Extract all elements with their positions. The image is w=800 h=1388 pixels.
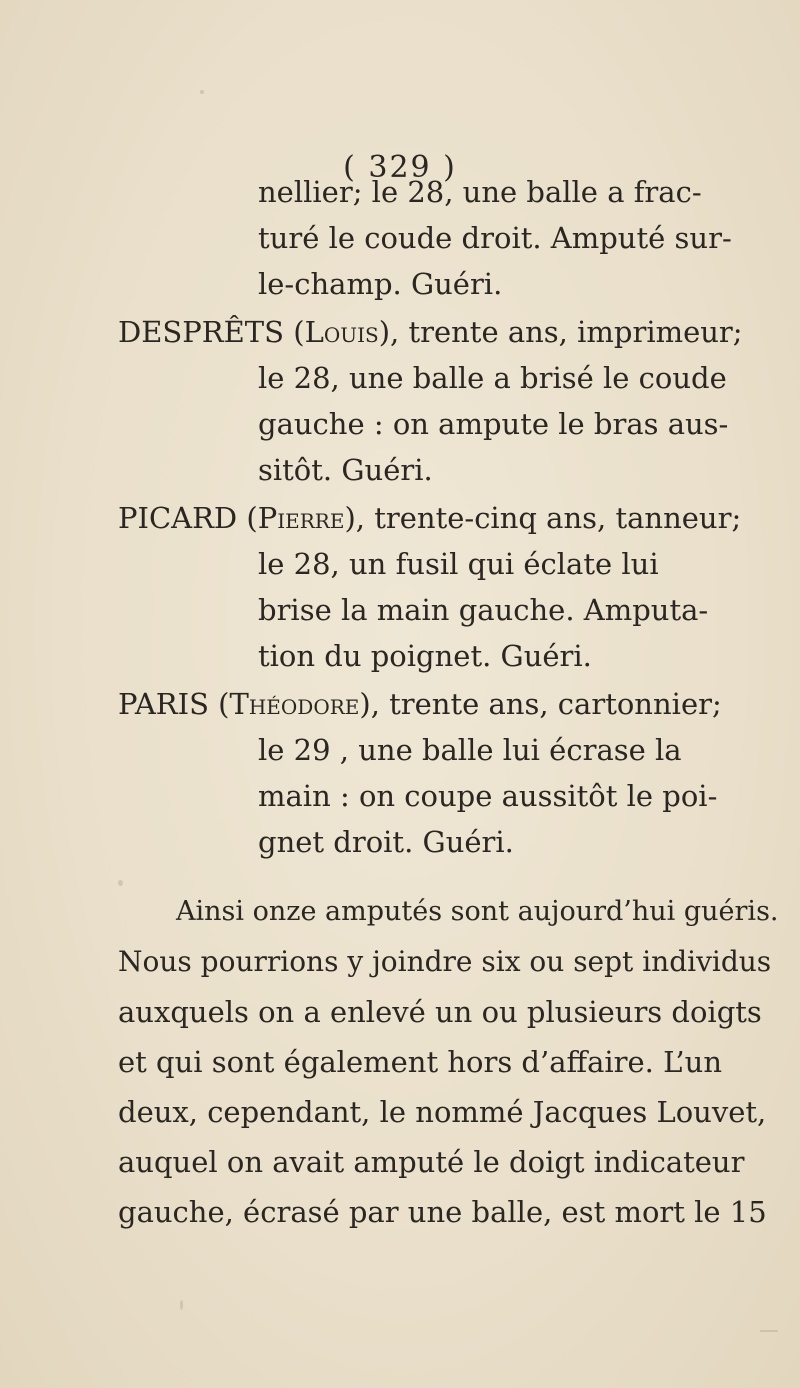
text-line: main : on coupe aussitôt le poi- [258,779,718,813]
paragraph-line: Nous pourrions y joindre six ou sept individus [118,945,772,978]
text-line: le 28, un fusil qui éclate lui [258,547,659,581]
paper-speck [118,880,123,886]
entry-given-name: Louis [304,315,379,349]
entry-heading-line: PICARD (Pierre), trente-cinq ans, tanneur; [118,501,742,535]
entry-heading-line: PARIS (Théodore), trente ans, cartonnier; [118,687,722,721]
paragraph-line: gauche, écrasé par une balle, est mort le 15 [118,1195,767,1229]
text-line: nellier; le 28, une balle a frac- [258,175,702,209]
entry-surname: PICARD [118,501,238,535]
paragraph-line: Ainsi onze amputés sont aujourd’hui guéris. [176,896,779,927]
text-line: turé le coude droit. Amputé sur- [258,221,732,255]
paper-speck [180,1300,183,1310]
paper-speck [200,90,204,94]
text-line: gauche : on ampute le bras aus- [258,407,729,441]
entry-given-name: Théodore [229,687,360,721]
text-line: brise la main gauche. Amputa- [258,593,709,627]
entry-heading-line: DESPRÊTS (Louis), trente ans, imprimeur; [118,315,743,349]
text-line: le-champ. Guéri. [258,267,503,301]
page-number: ( 329 ) [343,150,457,185]
paragraph-line: auquel on avait amputé le doigt indicateur [118,1145,745,1179]
entry-heading-rest: ), trente ans, imprimeur; [378,315,743,349]
text-line: tion du poignet. Guéri. [258,639,592,673]
paragraph-line: auxquels on a enlevé un ou plusieurs doigts [118,995,762,1029]
entry-heading-rest: ), trente-cinq ans, tanneur; [344,501,742,535]
paper-speck [760,1330,778,1332]
paragraph-line: deux, cependant, le nommé Jacques Louvet, [118,1095,767,1129]
entry-surname: PARIS [118,687,209,721]
paragraph-line: et qui sont également hors d’affaire. L’un [118,1045,723,1079]
text-line: gnet droit. Guéri. [258,825,514,859]
entry-given-name: Pierre [257,501,345,535]
text-line: le 28, une balle a brisé le coude [258,361,727,395]
entry-surname: DESPRÊTS [118,315,285,349]
text-line: sitôt. Guéri. [258,453,433,487]
text-line: le 29 , une balle lui écrase la [258,733,682,767]
entry-heading-rest: ), trente ans, cartonnier; [359,687,722,721]
